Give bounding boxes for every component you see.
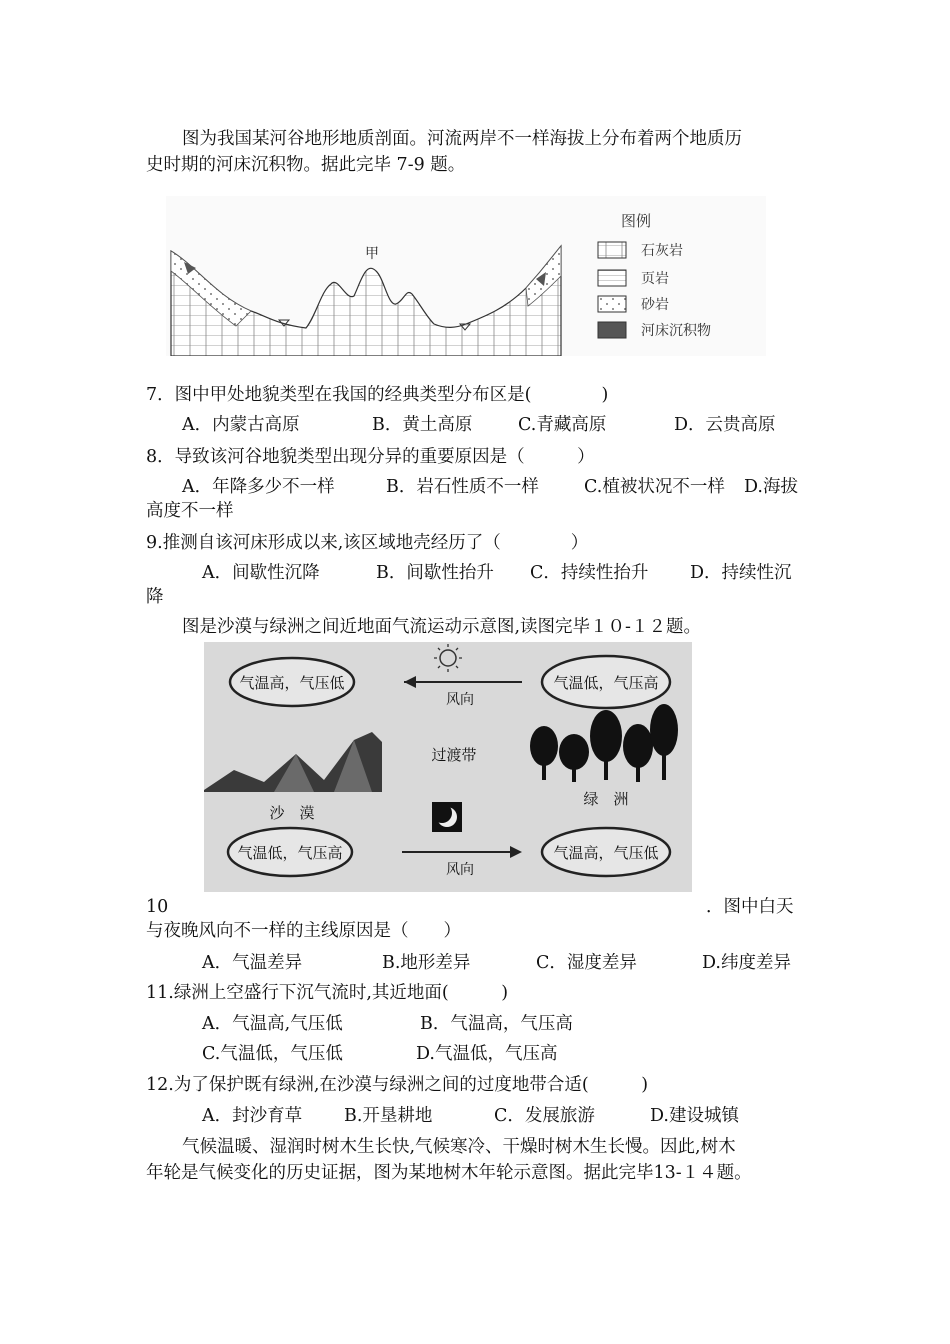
q11-option-b: B．气温高，气压高 xyxy=(420,1014,573,1034)
legend-shale: 页岩 xyxy=(641,271,669,287)
shale-swatch xyxy=(598,270,626,286)
intro-paragraph-2: 图是沙漠与绿洲之间近地面气流运动示意图,读图完毕１０-１２题。 xyxy=(182,617,701,637)
question-10-number: 10 xyxy=(146,897,169,917)
q9-option-d-continued: 降 xyxy=(146,587,164,607)
q11-option-d: D.气温低，气压高 xyxy=(416,1044,558,1064)
bottom-left-ellipse-label: 气温低，气压高 xyxy=(237,844,343,862)
oasis-label: 绿 洲 xyxy=(583,790,629,808)
top-left-ellipse-label: 气温高，气压低 xyxy=(239,674,345,692)
q9-option-c: C．持续性抬升 xyxy=(530,563,649,583)
wind-direction-top: 风向 xyxy=(446,692,474,708)
mark-jia: 甲 xyxy=(365,246,379,262)
q12-option-b: B.开垦耕地 xyxy=(344,1106,433,1126)
intro-paragraph-3-line-1: 气候温暖、湿润时树木生长快,气候寒冷、干燥时树木生长慢。因此,树木 xyxy=(182,1137,736,1157)
legend-sandstone: 砂岩 xyxy=(641,297,669,313)
q8-option-a: A．年降多少不一样 xyxy=(182,477,335,497)
q10-option-a: A．气温差异 xyxy=(202,953,303,973)
q7-option-b: B．黄土高原 xyxy=(372,415,473,435)
question-12-stem: 12.为了保护既有绿洲,在沙漠与绿洲之间的过度地带合适( ) xyxy=(146,1075,649,1095)
intro-paragraph-3-line-2: 年轮是气候变化的历史证据，图为某地树木年轮示意图。据此完毕13-１４题。 xyxy=(146,1163,752,1183)
q7-option-d: D．云贵高原 xyxy=(674,415,776,435)
question-10-stem-right: ．图中白天 xyxy=(706,897,794,917)
q9-option-d: D．持续性沉 xyxy=(690,563,792,583)
q10-option-c: C．湿度差异 xyxy=(536,953,637,973)
desert-label: 沙 漠 xyxy=(269,804,315,822)
wind-direction-bottom: 风向 xyxy=(446,862,474,878)
q10-option-d: D.纬度差异 xyxy=(702,953,791,973)
q8-option-c: C.植被状况不一样 xyxy=(584,477,725,497)
q12-option-d: D.建设城镇 xyxy=(650,1106,739,1126)
q12-option-a: A．封沙育草 xyxy=(202,1106,303,1126)
q7-option-c: C.青藏高原 xyxy=(518,415,607,435)
legend-limestone: 石灰岩 xyxy=(641,243,683,259)
valley-cross-section-figure xyxy=(166,196,766,356)
q9-option-b: B．间歇性抬升 xyxy=(376,563,494,583)
limestone-swatch xyxy=(598,242,626,258)
legend-title: 图例 xyxy=(621,212,652,230)
q8-option-d-continued: 高度不一样 xyxy=(146,501,234,521)
q11-option-c: C.气温低，气压低 xyxy=(202,1044,343,1064)
top-right-ellipse-label: 气温低，气压高 xyxy=(553,674,659,692)
riverbed-swatch xyxy=(598,322,626,338)
intro-paragraph-1-line-1: 图为我国某河谷地形地质剖面。河流两岸不一样海拔上分布着两个地质历 xyxy=(182,129,742,149)
question-11-stem: 11.绿洲上空盛行下沉气流时,其近地面( ) xyxy=(146,983,509,1003)
bottom-right-ellipse-label: 气温高，气压低 xyxy=(553,844,659,862)
question-8-stem: 8．导致该河谷地貌类型出现分异的重要原因是（ ） xyxy=(146,447,595,467)
question-10-stem-cont: 与夜晚风向不一样的主线原因是（ ） xyxy=(146,921,461,941)
moon-icon xyxy=(432,802,462,832)
intro-paragraph-1-line-2: 史时期的河床沉积物。据此完毕 7-9 题。 xyxy=(146,155,466,175)
question-9-stem: 9.推测自该河床形成以来,该区域地壳经历了（ ） xyxy=(146,533,589,553)
legend-riverbed: 河床沉积物 xyxy=(641,323,711,339)
q7-option-a: A．内蒙古高原 xyxy=(182,415,300,435)
q11-option-a: A．气温高,气压低 xyxy=(202,1014,343,1034)
q8-option-d: D.海拔 xyxy=(744,477,798,497)
sandstone-swatch xyxy=(598,296,626,312)
transition-zone-label: 过渡带 xyxy=(431,746,477,764)
q12-option-c: C．发展旅游 xyxy=(494,1106,595,1126)
q8-option-b: B．岩石性质不一样 xyxy=(386,477,539,497)
q10-option-b: B.地形差异 xyxy=(382,953,471,973)
desert-oasis-airflow-figure xyxy=(204,642,692,892)
q9-option-a: A．间歇性沉降 xyxy=(202,563,320,583)
question-7-stem: 7．图中甲处地貌类型在我国的经典类型分布区是( ) xyxy=(146,385,609,405)
